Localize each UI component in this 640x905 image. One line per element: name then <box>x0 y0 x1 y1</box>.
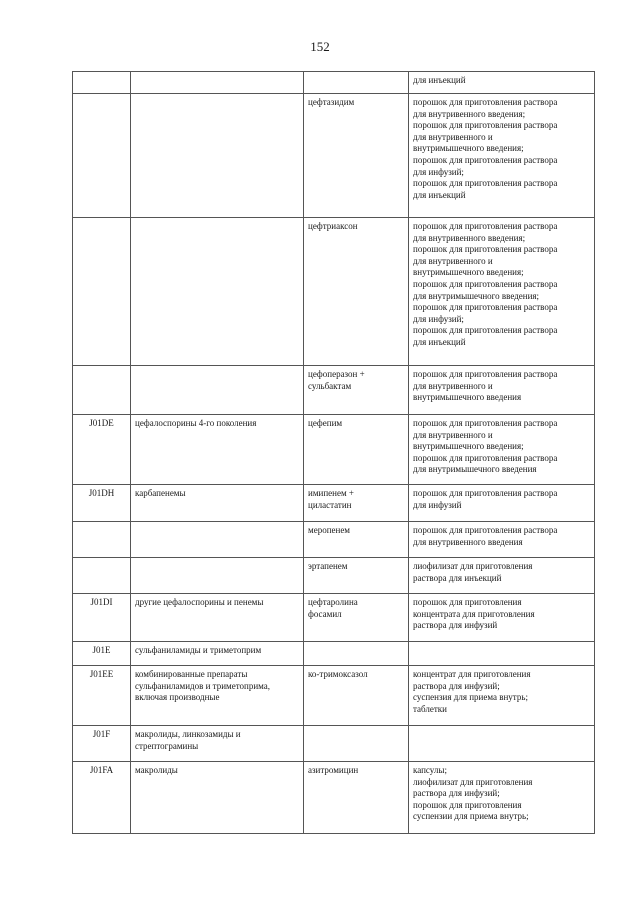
table-row <box>73 594 595 642</box>
group-cell: макролиды, линкозамиды и стрептограмины <box>131 726 304 762</box>
group-cell: цефалоспорины 4-го поколения <box>131 415 304 485</box>
table-row <box>73 485 595 522</box>
table-row <box>73 72 595 94</box>
dosage-form-cell: порошок для приготовления раствора для внутривенного введения; порошок для приготовления раствора для внутривенного и внутримышечного введения; порошок для приготовления раствора для инфузий; порошок для приготовления раствора для инъекций <box>409 94 595 218</box>
group-cell: сульфаниламиды и триметоприм <box>131 642 304 666</box>
drug-cell <box>304 726 409 762</box>
drug-cell: ко-тримоксазол <box>304 666 409 726</box>
dosage-form-cell <box>409 642 595 666</box>
atc-code-cell: J01FA <box>73 762 131 834</box>
atc-code-cell: J01DE <box>73 415 131 485</box>
group-cell <box>131 94 304 218</box>
drug-cell: цефтазидим <box>304 94 409 218</box>
atc-code-cell: J01E <box>73 642 131 666</box>
table-row <box>73 558 595 594</box>
drug-cell: азитромицин <box>304 762 409 834</box>
atc-code-cell <box>73 94 131 218</box>
page-number: 152 <box>310 39 330 54</box>
table-row <box>73 366 595 415</box>
table-row <box>73 415 595 485</box>
dosage-form-cell: порошок для приготовления раствора для внутривенного и внутримышечного введения; порошок для приготовления раствора для внутримышечного введения <box>409 415 595 485</box>
dosage-form-cell: порошок для приготовления раствора для внутривенного введения; порошок для приготовления раствора для внутривенного и внутримышечного введения; порошок для приготовления раствора для внутримышечного введения; порошок для приготовления раствора для инфузий; порошок для приготовления раствора для инъекций <box>409 218 595 366</box>
atc-code-cell: J01DI <box>73 594 131 642</box>
drug-table <box>72 71 595 834</box>
dosage-form-cell <box>409 726 595 762</box>
drug-cell: меропенем <box>304 522 409 558</box>
dosage-form-cell: капсулы; лиофилизат для приготовления раствора для инфузий; порошок для приготовления суспензии для приема внутрь; <box>409 762 595 834</box>
dosage-form-cell: лиофилизат для приготовления раствора для инъекций <box>409 558 595 594</box>
drug-cell: цефепим <box>304 415 409 485</box>
drug-cell: цефтаролина фосамил <box>304 594 409 642</box>
drug-cell <box>304 72 409 94</box>
group-cell <box>131 558 304 594</box>
drug-cell: цефтриаксон <box>304 218 409 366</box>
drug-cell: цефоперазон + сульбактам <box>304 366 409 415</box>
atc-code-cell: J01EE <box>73 666 131 726</box>
group-cell <box>131 72 304 94</box>
drug-cell: эртапенем <box>304 558 409 594</box>
table-row <box>73 726 595 762</box>
dosage-form-cell: порошок для приготовления концентрата для приготовления раствора для инфузий <box>409 594 595 642</box>
group-cell: карбапенемы <box>131 485 304 522</box>
table-row <box>73 218 595 366</box>
dosage-form-cell: порошок для приготовления раствора для внутривенного введения <box>409 522 595 558</box>
atc-code-cell <box>73 522 131 558</box>
table-row <box>73 642 595 666</box>
dosage-form-cell: для инъекций <box>409 72 595 94</box>
group-cell: макролиды <box>131 762 304 834</box>
table-row <box>73 94 595 218</box>
drug-cell: имипенем + циластатин <box>304 485 409 522</box>
table-row <box>73 762 595 834</box>
dosage-form-cell: порошок для приготовления раствора для инфузий <box>409 485 595 522</box>
table-row <box>73 522 595 558</box>
dosage-form-cell: концентрат для приготовления раствора для инфузий; суспензия для приема внутрь; таблетки <box>409 666 595 726</box>
atc-code-cell <box>73 558 131 594</box>
group-cell: комбинированные препараты сульфаниламидов и триметоприма, включая производные <box>131 666 304 726</box>
atc-code-cell: J01F <box>73 726 131 762</box>
table-row <box>73 666 595 726</box>
group-cell <box>131 522 304 558</box>
group-cell: другие цефалоспорины и пенемы <box>131 594 304 642</box>
atc-code-cell: J01DH <box>73 485 131 522</box>
group-cell <box>131 366 304 415</box>
atc-code-cell <box>73 72 131 94</box>
dosage-form-cell: порошок для приготовления раствора для внутривенного и внутримышечного введения <box>409 366 595 415</box>
group-cell <box>131 218 304 366</box>
drug-cell <box>304 642 409 666</box>
atc-code-cell <box>73 218 131 366</box>
atc-code-cell <box>73 366 131 415</box>
